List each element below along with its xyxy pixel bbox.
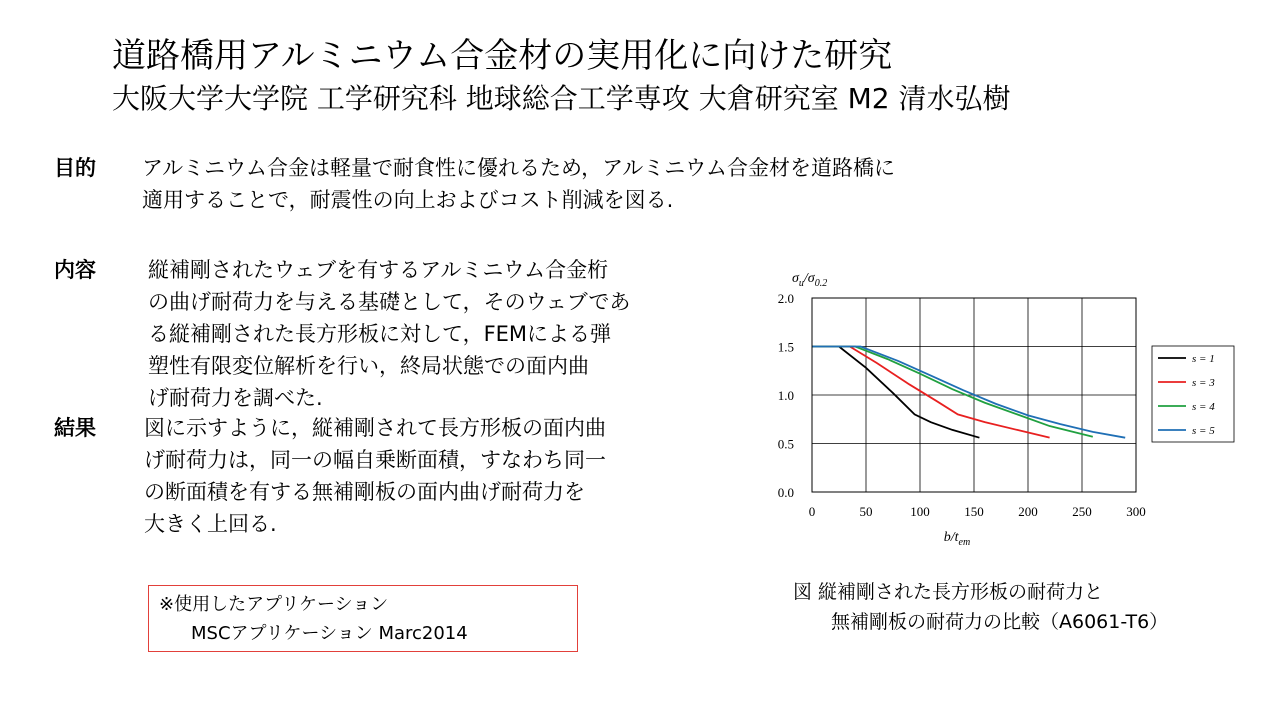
- x-tick-label: 250: [1072, 504, 1092, 519]
- result-label: 結果: [54, 416, 96, 440]
- figure-caption-line-1: 図 縦補剛された長方形板の耐荷力と: [793, 581, 1104, 603]
- series-line: [812, 347, 1125, 438]
- application-name: MSCアプリケーション Marc2014: [191, 623, 468, 644]
- content-line-3: る縦補剛された長方形板に対して，FEMによる弾: [148, 322, 612, 346]
- x-tick-label: 50: [859, 504, 873, 519]
- legend-label: s = 4: [1192, 401, 1215, 413]
- y-tick-label: 0.0: [777, 485, 794, 500]
- chart-legend: [1152, 346, 1234, 442]
- content-label: 内容: [54, 258, 96, 282]
- series-line: [812, 347, 1093, 437]
- y-axis-label: $\sigma_u/\sigma_{0.2}$: [792, 271, 828, 289]
- x-tick-label: 150: [964, 504, 984, 519]
- legend-label: s = 1: [1192, 353, 1215, 365]
- legend-label: s = 3: [1192, 377, 1215, 389]
- content-line-4: 塑性有限変位解析を行い，終局状態での面内曲: [148, 354, 589, 378]
- page-title: 道路橋用アルミニウム合金材の実用化に向けた研究: [112, 36, 893, 76]
- y-tick-label: 0.5: [777, 436, 794, 452]
- series-line: [812, 347, 1050, 438]
- result-text: [144, 412, 606, 540]
- purpose-line-1: アルミニウム合金は軽量で耐食性に優れるため，アルミニウム合金材を道路橋に: [142, 156, 896, 180]
- y-tick-label: 1.0: [777, 388, 794, 403]
- x-tick-label: 200: [1018, 504, 1038, 519]
- x-tick-label: 0: [808, 504, 816, 519]
- content-line-2: の曲げ耐荷力を与える基礎として，そのウェブであ: [148, 290, 631, 314]
- content-line-5: げ耐荷力を調べた.: [148, 386, 323, 410]
- purpose-text: [142, 152, 895, 216]
- application-heading: ※使用したアプリケーション: [159, 594, 389, 615]
- x-tick-label: 100: [910, 504, 930, 519]
- content-text: [148, 254, 630, 414]
- result-line-3: の断面積を有する無補剛板の面内曲げ耐荷力を: [144, 480, 585, 504]
- strength-chart: [740, 262, 1215, 562]
- y-tick-label: 1.5: [777, 339, 794, 355]
- y-tick-label: 2.0: [777, 291, 794, 306]
- legend-label: s = 5: [1192, 425, 1215, 437]
- purpose-label: 目的: [54, 156, 96, 180]
- affiliation-subtitle: 大阪大学大学院 工学研究科 地球総合工学専攻 大倉研究室 M2 清水弘樹: [112, 82, 1011, 115]
- x-axis-label: $b/t_{em}$: [943, 530, 971, 548]
- result-line-1: 図に示すように，縦補剛されて長方形板の面内曲: [144, 416, 606, 440]
- figure-caption-line-2: 無補剛板の耐荷力の比較（A6061-T6）: [831, 611, 1169, 633]
- x-tick-label: 300: [1126, 504, 1146, 519]
- chart-series: [812, 347, 1125, 438]
- content-line-1: 縦補剛されたウェブを有するアルミニウム合金桁: [148, 258, 609, 282]
- application-box: [148, 585, 578, 652]
- result-line-4: 大きく上回る.: [144, 512, 277, 536]
- result-line-2: げ耐荷力は，同一の幅自乗断面積，すなわち同一: [144, 448, 606, 472]
- chart-axes: [778, 291, 1146, 519]
- purpose-line-2: 適用することで，耐震性の向上およびコスト削減を図る.: [142, 188, 674, 212]
